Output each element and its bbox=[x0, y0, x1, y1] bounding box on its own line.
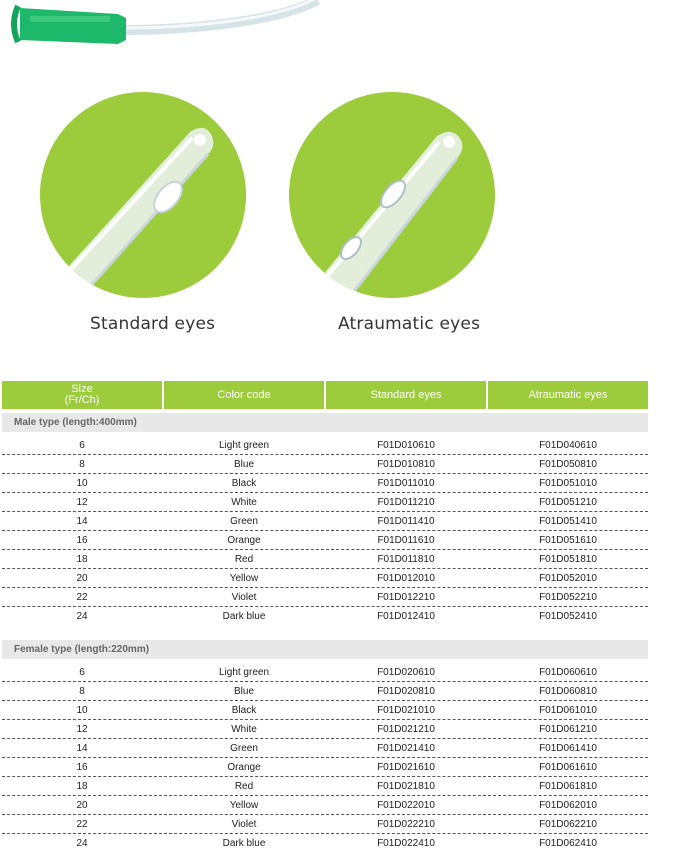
table-row bbox=[2, 663, 648, 682]
table-row bbox=[2, 474, 648, 493]
cell-color-code: Green bbox=[164, 512, 324, 531]
cell-standard-code: F01D021210 bbox=[326, 720, 486, 739]
table-row bbox=[2, 796, 648, 815]
cell-size: 24 bbox=[76, 837, 88, 849]
cell-standard-code: F01D021010 bbox=[326, 701, 486, 720]
cell-color-code: Light green bbox=[164, 663, 324, 682]
cell-standard-code: F01D011210 bbox=[326, 493, 486, 512]
table-row bbox=[2, 720, 648, 739]
standard-eyes-image bbox=[40, 92, 246, 298]
cell-standard-code: F01D021610 bbox=[326, 758, 486, 777]
cell-color-code: Dark blue bbox=[222, 837, 266, 849]
header-size-line1: Size bbox=[71, 383, 93, 395]
table-row bbox=[2, 512, 648, 531]
product-spec-table bbox=[0, 381, 650, 852]
header-size bbox=[2, 381, 162, 409]
table-row bbox=[2, 436, 648, 455]
cell-size: 10 bbox=[2, 474, 162, 493]
cell-size: 24 bbox=[76, 610, 88, 622]
cell-size: 18 bbox=[2, 550, 162, 569]
cell-color-code: Red bbox=[164, 550, 324, 569]
cell-atraumatic-code: F01D061210 bbox=[488, 720, 648, 739]
cell-color-code: Black bbox=[164, 474, 324, 493]
cell-color-code: Yellow bbox=[164, 569, 324, 588]
cell-atraumatic-code: F01D051210 bbox=[488, 493, 648, 512]
table-row bbox=[2, 815, 648, 834]
cell-standard-code: F01D021810 bbox=[326, 777, 486, 796]
cell-atraumatic-code: F01D052010 bbox=[488, 569, 648, 588]
table-row bbox=[2, 550, 648, 569]
cell-atraumatic-code: F01D060610 bbox=[488, 663, 648, 682]
cell-color-code: Red bbox=[164, 777, 324, 796]
cell-atraumatic-code: F01D051810 bbox=[488, 550, 648, 569]
cell-size: 8 bbox=[2, 455, 162, 474]
section-female bbox=[2, 640, 648, 659]
table-row bbox=[2, 569, 648, 588]
table-row bbox=[2, 682, 648, 701]
cell-standard-code: F01D021410 bbox=[326, 739, 486, 758]
cell-standard-code: F01D020810 bbox=[326, 682, 486, 701]
cell-standard-code: F01D010610 bbox=[326, 436, 486, 455]
header-color-code: Color code bbox=[164, 381, 324, 409]
table-row bbox=[2, 607, 648, 625]
cell-atraumatic-code: F01D060810 bbox=[488, 682, 648, 701]
cell-color-code: Dark blue bbox=[222, 610, 266, 622]
cell-color-code: Violet bbox=[164, 588, 324, 607]
cell-color-code: Black bbox=[164, 701, 324, 720]
cell-atraumatic-code: F01D050810 bbox=[488, 455, 648, 474]
cell-atraumatic-code: F01D061410 bbox=[488, 739, 648, 758]
cell-size: 20 bbox=[2, 569, 162, 588]
cell-size: 6 bbox=[2, 436, 162, 455]
cell-color-code: Orange bbox=[164, 531, 324, 550]
cell-atraumatic-code: F01D052410 bbox=[539, 610, 597, 622]
cell-standard-code: F01D022410 bbox=[377, 837, 435, 849]
cell-color-code: Blue bbox=[164, 682, 324, 701]
cell-standard-code: F01D011010 bbox=[326, 474, 486, 493]
cell-size: 10 bbox=[2, 701, 162, 720]
cell-standard-code: F01D012010 bbox=[326, 569, 486, 588]
cell-standard-code: F01D011410 bbox=[326, 512, 486, 531]
header-atraumatic-eyes: Atraumatic eyes bbox=[488, 381, 648, 409]
table-row bbox=[2, 701, 648, 720]
cell-size: 18 bbox=[2, 777, 162, 796]
cell-atraumatic-code: F01D051610 bbox=[488, 531, 648, 550]
cell-color-code: Violet bbox=[164, 815, 324, 834]
cell-size: 8 bbox=[2, 682, 162, 701]
cell-standard-code: F01D011810 bbox=[326, 550, 486, 569]
cell-atraumatic-code: F01D052210 bbox=[488, 588, 648, 607]
cell-size: 22 bbox=[2, 588, 162, 607]
cell-atraumatic-code: F01D040610 bbox=[488, 436, 648, 455]
cell-size: 12 bbox=[2, 720, 162, 739]
cell-size: 16 bbox=[2, 531, 162, 550]
header-standard-eyes: Standard eyes bbox=[326, 381, 486, 409]
cell-atraumatic-code: F01D061010 bbox=[488, 701, 648, 720]
caption-atraumatic-eyes: Atraumatic eyes bbox=[338, 314, 481, 334]
table-row bbox=[2, 493, 648, 512]
cell-standard-code: F01D010810 bbox=[326, 455, 486, 474]
cell-color-code: White bbox=[164, 720, 324, 739]
table-row bbox=[2, 758, 648, 777]
caption-standard-eyes: Standard eyes bbox=[90, 314, 216, 334]
cell-size: 20 bbox=[2, 796, 162, 815]
cell-standard-code: F01D022210 bbox=[326, 815, 486, 834]
cell-standard-code: F01D022010 bbox=[326, 796, 486, 815]
cell-size: 14 bbox=[2, 512, 162, 531]
cell-color-code: Blue bbox=[164, 455, 324, 474]
cell-standard-code: F01D020610 bbox=[326, 663, 486, 682]
cell-atraumatic-code: F01D061810 bbox=[488, 777, 648, 796]
table-header-row bbox=[2, 381, 648, 409]
cell-standard-code: F01D012210 bbox=[326, 588, 486, 607]
table-row bbox=[2, 834, 648, 852]
cell-atraumatic-code: F01D051010 bbox=[488, 474, 648, 493]
table-row bbox=[2, 588, 648, 607]
cell-color-code: Green bbox=[164, 739, 324, 758]
table-row bbox=[2, 777, 648, 796]
section-title: Female type (length:220mm) bbox=[2, 640, 648, 659]
cell-size: 14 bbox=[2, 739, 162, 758]
cell-standard-code: F01D012410 bbox=[377, 610, 435, 622]
cell-size: 16 bbox=[2, 758, 162, 777]
cell-size: 22 bbox=[2, 815, 162, 834]
cell-atraumatic-code: F01D062410 bbox=[539, 837, 597, 849]
header-size-line2: (Fr/Ch) bbox=[64, 394, 100, 406]
cell-size: 6 bbox=[2, 663, 162, 682]
cell-atraumatic-code: F01D061610 bbox=[488, 758, 648, 777]
catheter-tube-image bbox=[0, 0, 697, 60]
cell-color-code: Orange bbox=[164, 758, 324, 777]
cell-atraumatic-code: F01D062210 bbox=[488, 815, 648, 834]
cell-atraumatic-code: F01D062010 bbox=[488, 796, 648, 815]
table-row bbox=[2, 531, 648, 550]
section-title: Male type (length:400mm) bbox=[2, 413, 648, 432]
section-male bbox=[2, 413, 648, 432]
cell-standard-code: F01D011610 bbox=[326, 531, 486, 550]
atraumatic-eyes-image bbox=[289, 92, 495, 298]
cell-color-code: Yellow bbox=[164, 796, 324, 815]
table-row bbox=[2, 739, 648, 758]
cell-color-code: White bbox=[164, 493, 324, 512]
cell-atraumatic-code: F01D051410 bbox=[488, 512, 648, 531]
table-row bbox=[2, 455, 648, 474]
cell-size: 12 bbox=[2, 493, 162, 512]
cell-color-code: Light green bbox=[164, 436, 324, 455]
